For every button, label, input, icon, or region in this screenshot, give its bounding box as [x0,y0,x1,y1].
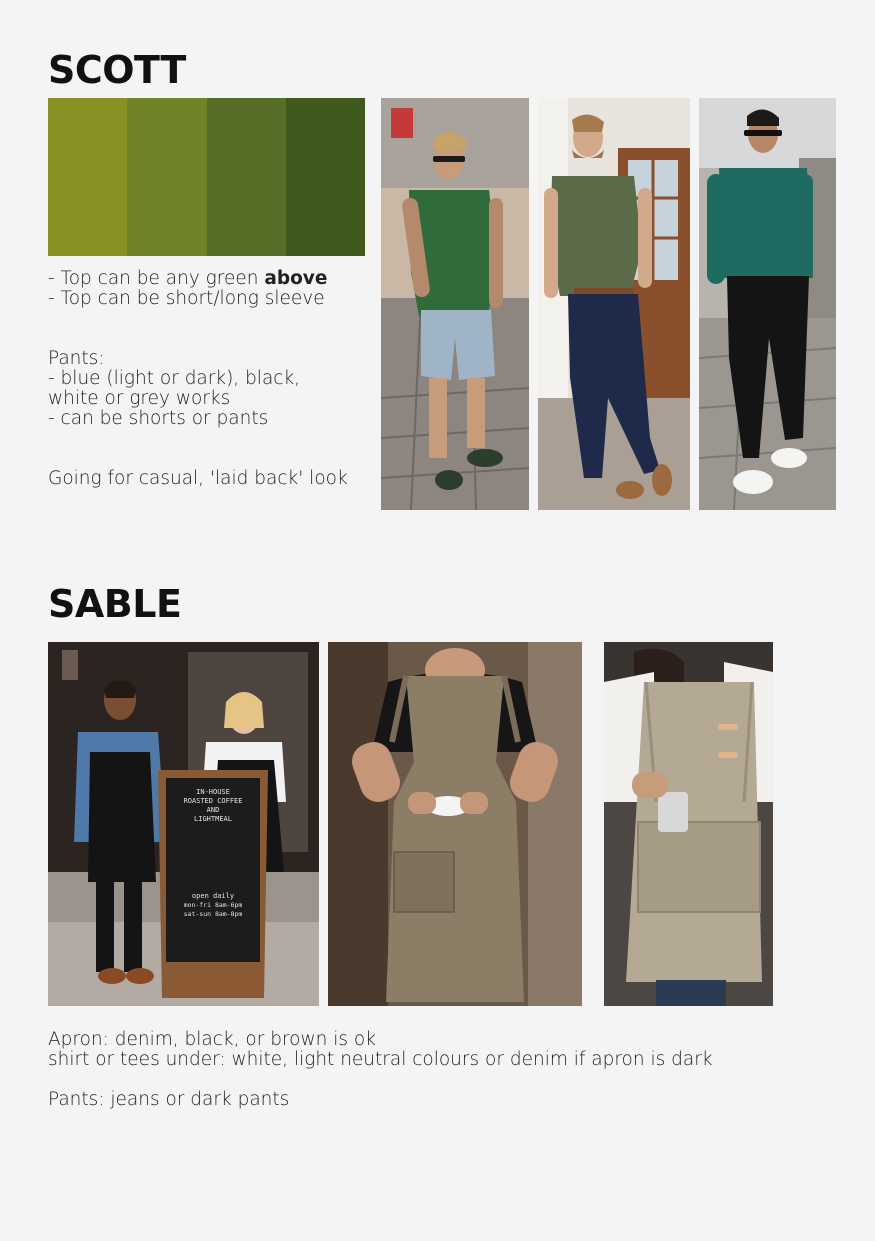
pants-note-line-3: - can be shorts or pants [48,408,269,429]
sable-pants-notes [48,1090,289,1110]
swatch-olive [48,98,127,256]
shirt-note: shirt or tees under: white, light neutral colours or denim if apron is dark [48,1049,713,1070]
chalkboard-line-7: sat-sun 8am-8pm [183,910,243,918]
scott-pants-notes [48,349,300,429]
top-note-line-2: - Top can be short/long sleeve [48,288,325,309]
pants-note-line-2: white or grey works [48,388,231,409]
sable-photo-khaki-apron-black-tee [328,642,582,1006]
scott-heading: SCOTT [48,48,186,92]
emphasis-above: above [264,268,328,289]
pants-note: Pants: jeans or dark pants [48,1089,290,1110]
scott-look-note: Going for casual, 'laid back' look [48,468,348,489]
chalkboard-line-5: open daily [191,892,235,900]
sable-photo-baristas-chalkboard [48,642,319,1006]
pants-note-line-1: - blue (light or dark), black, [48,368,301,389]
chalkboard-line-4: LIGHTMEAL [194,815,232,823]
chalkboard-line-2: ROASTED COFFEE [183,797,243,805]
scott-photo-green-polo-shorts [381,98,529,510]
sable-photo-grey-apron-white-shirt [604,642,773,1006]
top-note-line-1: - Top can be any green above [48,268,328,289]
scott-photo-teal-shirt-black-pants [699,98,836,510]
green-color-palette [48,98,365,256]
scott-photo-olive-polo-navy-chinos [538,98,690,510]
sable-apron-notes [48,1030,713,1070]
swatch-moss [127,98,206,256]
scott-top-notes [48,269,327,309]
chalkboard-line-1: IN-HOUSE [196,788,230,796]
swatch-forest [286,98,365,256]
pants-label: Pants: [48,348,105,369]
apron-note: Apron: denim, black, or brown is ok [48,1029,376,1050]
swatch-fern [207,98,286,256]
chalkboard-line-6: mon-fri 8am-6pm [183,901,243,909]
chalkboard-line-3: AND [206,806,220,814]
sable-heading: SABLE [48,582,182,626]
